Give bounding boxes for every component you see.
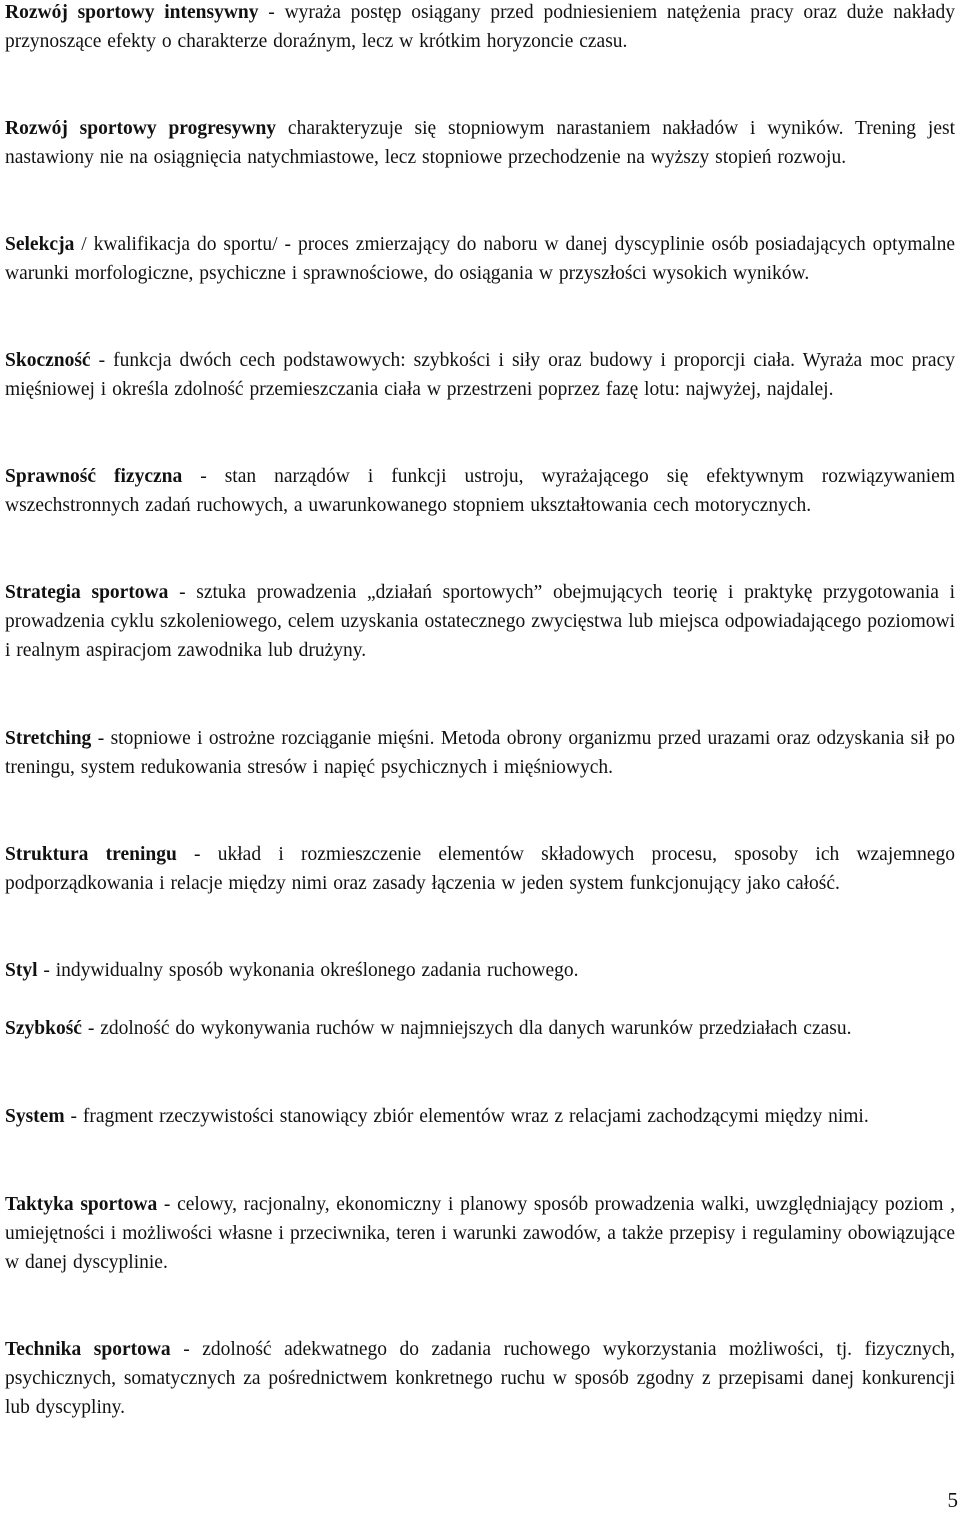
glossary-entry-technika-sportowa [5, 1335, 955, 1422]
entry-term: Stretching [5, 728, 92, 749]
entry-definition: / kwalifikacja do sportu/ - proces zmierzający do naboru w danej dyscyplinie osób posiadających optymalne warunki morfologiczne, psychiczne i sprawnościowe, do osiągania w przyszłości wysokich wyników. [5, 234, 955, 284]
entry-term: Rozwój sportowy intensywny [5, 2, 259, 23]
entry-separator: - [258, 2, 285, 23]
entry-definition: stan narządów i funkcji ustroju, wyrażającego się efektywnym rozwiązywaniem wszechstronnych zadań ruchowych, a uwarunkowanego stopniem ukształtowania cech motorycznych. [5, 466, 955, 516]
entry-definition: celowy, racjonalny, ekonomiczny i planowy sposób prowadzenia walki, uwzględniający poziom , umiejętności i możliwości własne i przeciwnika, teren i warunki zawodów, a także przepisy i regulaminy obowiązujące w danej dyscyplinie. [5, 1194, 955, 1273]
entry-term: Selekcja [5, 234, 75, 255]
entry-definition: zdolność adekwatnego do zadania ruchowego wykorzystania możliwości, tj. fizycznych, psychicznych, somatycznych za pośrednictwem konkretnego ruchu w sposób zgodny z przepisami danej konkurencji lub dyscypliny. [5, 1339, 955, 1418]
glossary-entry-rozwoj-progresywny [5, 114, 955, 172]
entry-definition: indywidualny sposób wykonania określonego zadania ruchowego. [55, 960, 579, 981]
entry-separator: - [168, 582, 197, 603]
glossary-entry-selekcja [5, 230, 955, 288]
entry-term: Szybkość [5, 1018, 82, 1039]
entry-definition: fragment rzeczywistości stanowiący zbiór elementów wraz z relacjami zachodzącymi między nimi. [82, 1106, 869, 1127]
entry-separator: - [90, 350, 114, 371]
entry-separator: - [81, 1018, 101, 1039]
entry-term: Strategia sportowa [5, 582, 169, 603]
entry-definition: wyraża postęp osiągany przed podniesieniem natężenia pracy oraz duże nakłady przynoszące efekty o charakterze doraźnym, lecz w krótkim horyzoncie czasu. [5, 2, 955, 52]
entry-definition: układ i rozmieszczenie elementów składowych procesu, sposoby ich wzajemnego podporządkowania i relacje między nimi oraz zasady łączenia w jeden system funkcjonujący jako całość. [5, 844, 955, 894]
glossary-entry-system [5, 1102, 869, 1131]
entry-term: Rozwój sportowy progresywny [5, 118, 277, 139]
entry-separator: - [176, 844, 218, 865]
glossary-entry-sprawnosc-fizyczna [5, 462, 955, 520]
entry-term: Sprawność fizyczna [5, 466, 183, 487]
glossary-entry-struktura-treningu [5, 840, 955, 898]
entry-definition: sztuka prowadzenia „działań sportowych” obejmujących teorię i praktykę przygotowania i prowadzenia cyklu szkoleniowego, celem uzyskania ostatecznego zwycięstwa lub miejsca odpowiadającego poziomowi i realnym aspiracjom zawodnika lub drużyny. [5, 582, 955, 661]
entry-term: Technika sportowa [5, 1339, 171, 1360]
entry-definition: zdolność do wykonywania ruchów w najmniejszych dla danych warunków przedziałach czasu. [100, 1018, 852, 1039]
glossary-entry-styl [5, 956, 578, 985]
glossary-entry-stretching [5, 724, 955, 782]
entry-separator: - [91, 728, 111, 749]
entry-separator: - [182, 466, 225, 487]
entry-term: Styl [5, 960, 38, 981]
glossary-entry-skocznosc [5, 346, 955, 404]
entry-definition: funkcja dwóch cech podstawowych: szybkości i siły oraz budowy i proporcji ciała. Wyraża moc pracy mięśniowej i określa zdolność przemieszczania ciała w przestrzeni poprzez fazę lotu: najwyżej, najdalej. [5, 350, 955, 400]
entry-separator: - [157, 1194, 178, 1215]
entry-separator: - [170, 1339, 203, 1360]
entry-term: Skoczność [5, 350, 91, 371]
entry-definition: charakteryzuje się stopniowym narastaniem nakładów i wyników. Trening jest nastawiony nie na osiągnięcia natychmiastowe, lecz stopniowe przechodzenie na wyższy stopień rozwoju. [5, 118, 955, 168]
entry-term: Taktyka sportowa [5, 1194, 158, 1215]
entry-separator: - [64, 1106, 83, 1127]
page-number: 5 [947, 1488, 958, 1512]
entry-separator [276, 118, 288, 139]
glossary-entry-rozwoj-intensywny [5, 0, 955, 56]
entry-definition: stopniowe i ostrożne rozciąganie mięśni. Metoda obrony organizmu przed urazami oraz odzyskania sił po treningu, system redukowania stresów i napięć psychicznych i mięśniowych. [5, 728, 955, 778]
glossary-entry-taktyka-sportowa [5, 1190, 955, 1277]
entry-term: System [5, 1106, 65, 1127]
glossary-entry-szybkosc [5, 1014, 851, 1043]
entry-term: Struktura treningu [5, 844, 177, 865]
glossary-entry-strategia-sportowa [5, 578, 955, 665]
entry-separator: - [37, 960, 56, 981]
